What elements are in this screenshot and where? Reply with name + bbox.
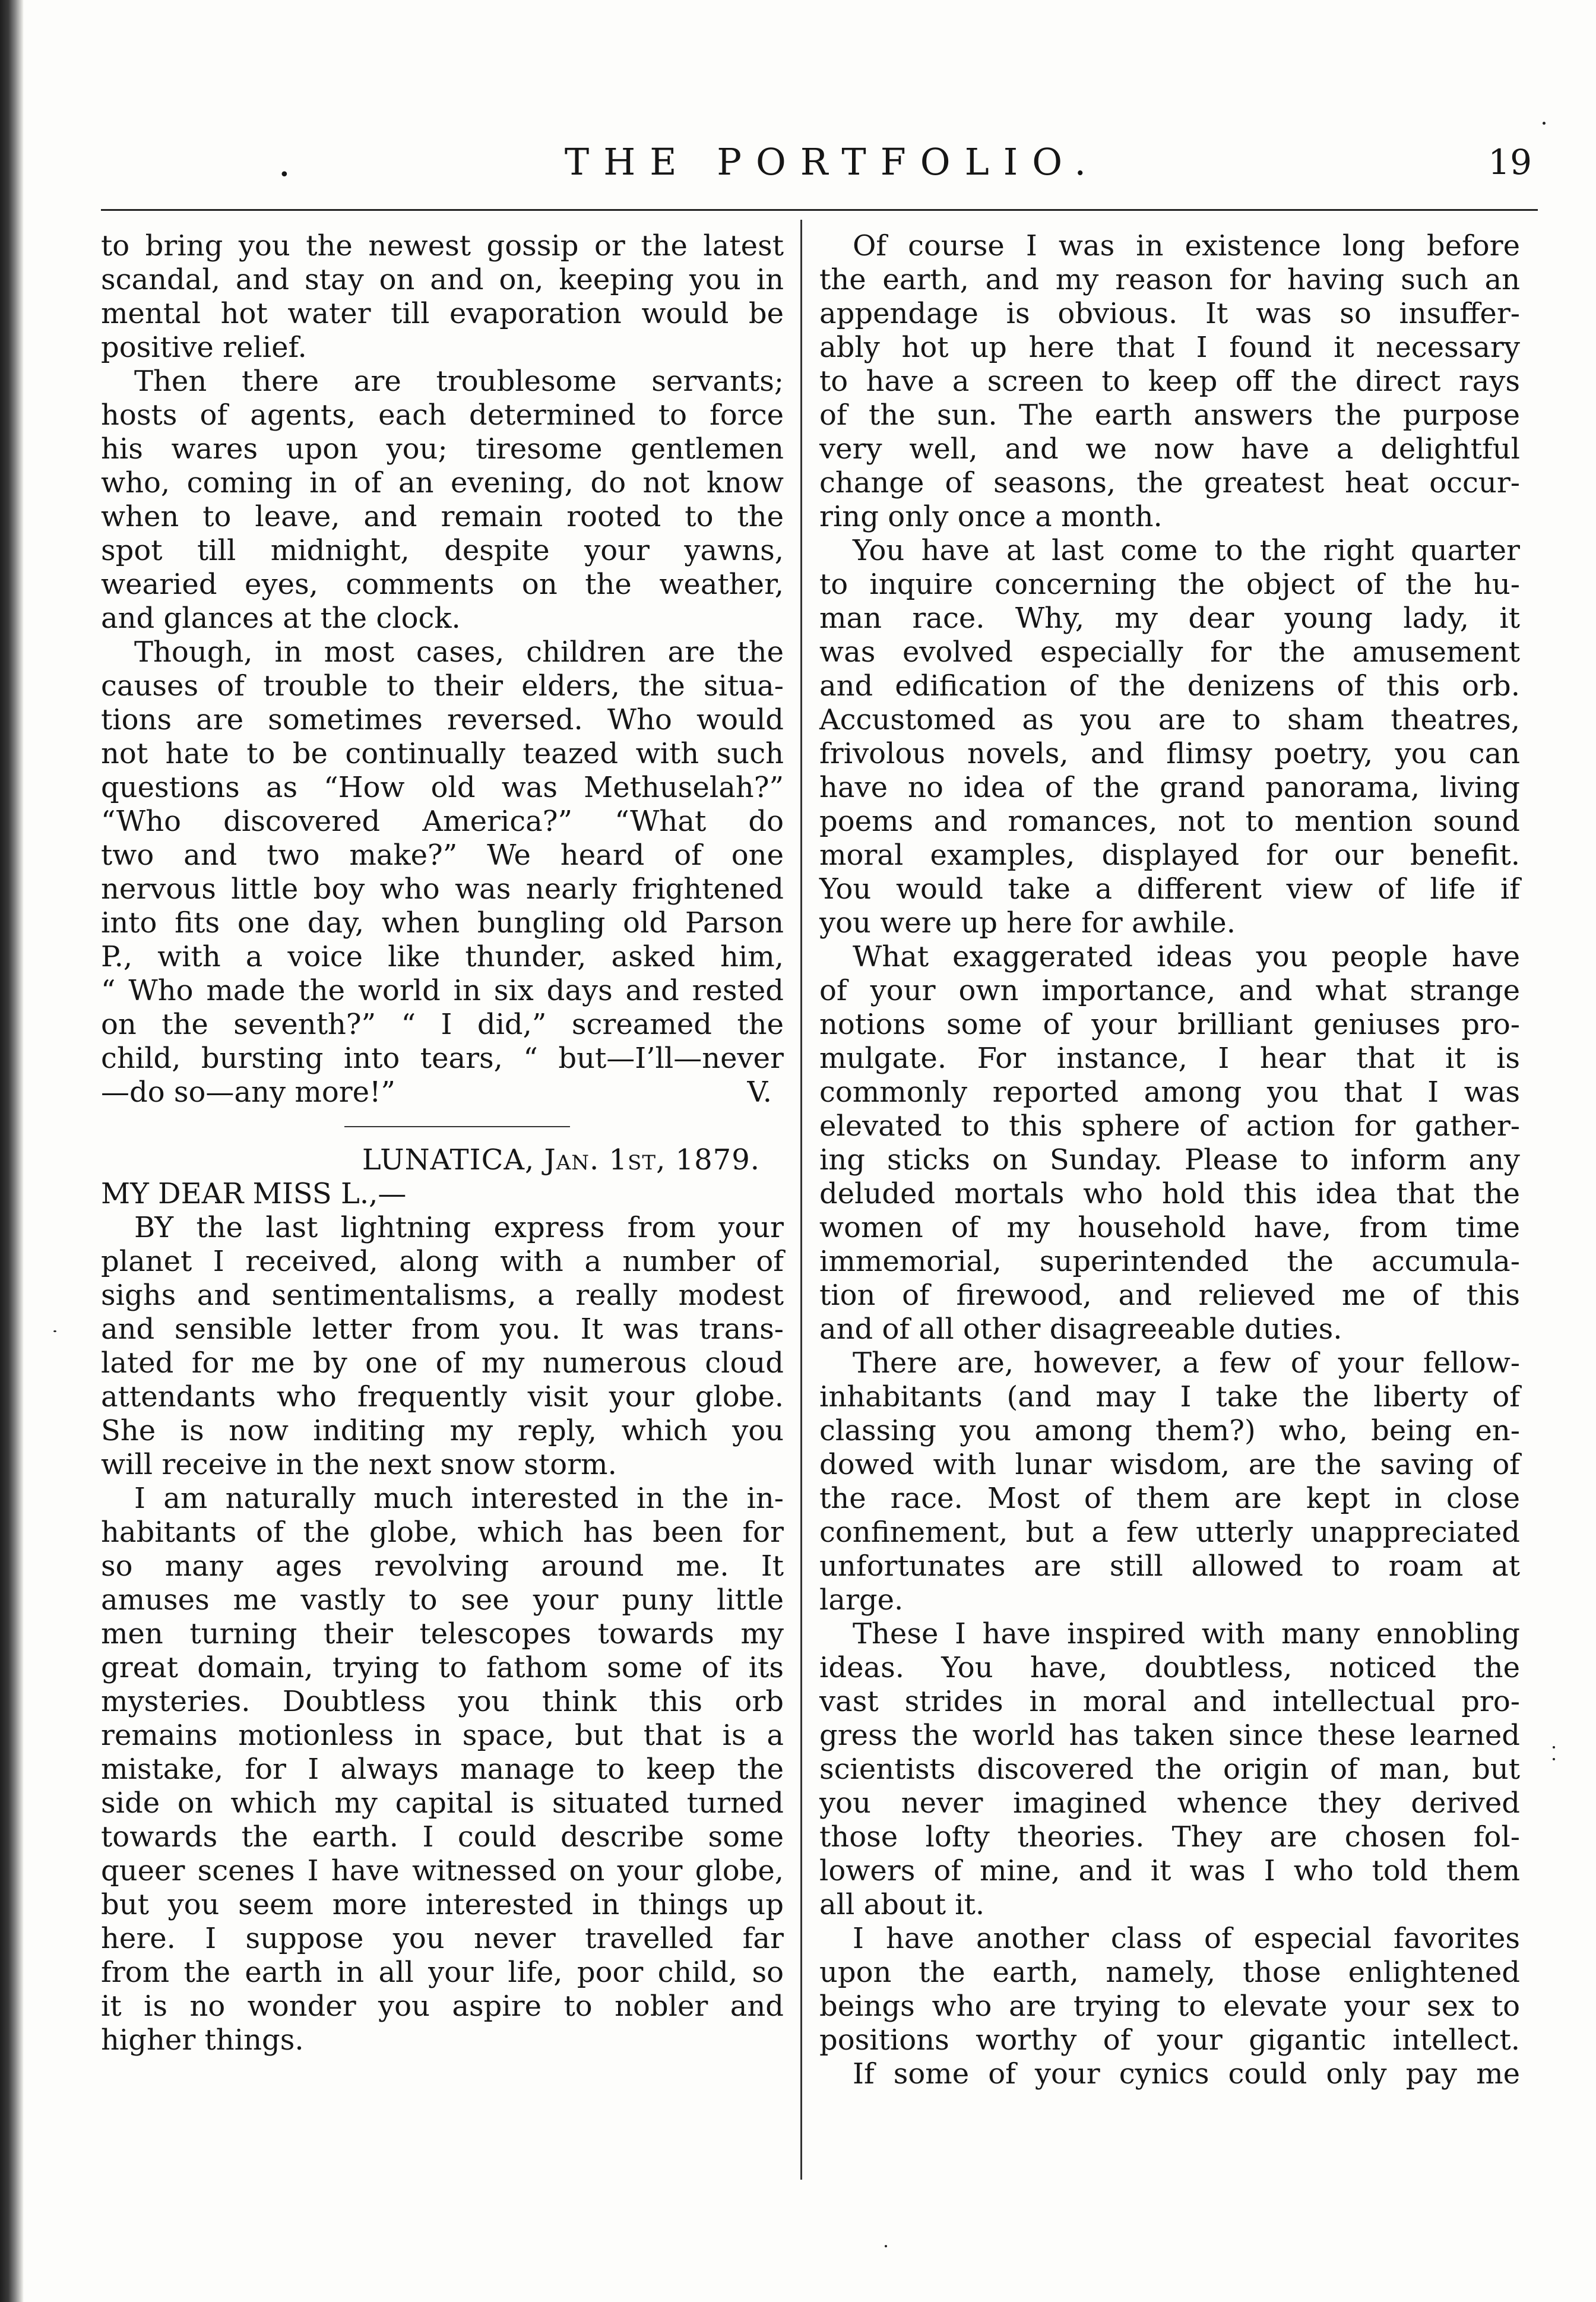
- text-line: and edification of the denizens of this orb.: [819, 669, 1520, 703]
- text-line: —do so—any more!”: [101, 1076, 395, 1109]
- text-line: mysteries. Doubtless you think this orb: [101, 1685, 784, 1718]
- text-line: lowers of mine, and it was I who told them: [819, 1854, 1520, 1887]
- header-mark: •: [279, 165, 290, 185]
- text-line: dowed with lunar wisdom, are the saving of: [819, 1448, 1520, 1481]
- text-line: BY the last lightning express from your: [134, 1211, 784, 1244]
- text-line: two and two make?” We heard of one: [101, 839, 784, 872]
- text-line: positions worthy of your gigantic intellect.: [819, 2023, 1520, 2057]
- text-line: ideas. You have, doubtless, noticed the: [819, 1651, 1520, 1684]
- text-line: was evolved especially for the amusement: [819, 635, 1520, 669]
- print-speck: [885, 2245, 887, 2247]
- text-line: poems and romances, not to mention sound: [819, 805, 1520, 838]
- text-line: of your own importance, and what strange: [819, 974, 1520, 1007]
- text-line: classing you among them?) who, being en-: [819, 1414, 1520, 1447]
- text-line: Then there are troublesome servants;: [134, 365, 784, 398]
- text-line: positive relief.: [101, 331, 307, 364]
- column-divider: [800, 220, 802, 2180]
- text-line: What exaggerated ideas you people have: [853, 940, 1520, 973]
- text-line: women of my household have, from time: [819, 1211, 1520, 1244]
- text-line: lated for me by one of my numerous cloud: [101, 1346, 784, 1380]
- text-line: causes of trouble to their elders, the situa-: [101, 669, 784, 703]
- text-line: If some of your cynics could only pay me: [853, 2057, 1520, 2091]
- page-number: 19: [1488, 142, 1532, 182]
- text-line: commonly reported among you that I was: [819, 1076, 1520, 1109]
- print-speck: [1543, 122, 1546, 125]
- text-line: tions are sometimes reversed. Who would: [101, 703, 784, 736]
- text-line: on the seventh?” “ I did,” screamed the: [101, 1008, 784, 1041]
- text-line: very well, and we now have a delightful: [819, 432, 1520, 466]
- text-line: These I have inspired with many ennobling: [853, 1617, 1520, 1650]
- text-line: large.: [819, 1583, 904, 1617]
- text-line: queer scenes I have witnessed on your globe,: [101, 1854, 784, 1887]
- text-line: Of course I was in existence long before: [853, 229, 1520, 263]
- signature-line: [101, 1076, 784, 1109]
- text-line: deluded mortals who hold this idea that the: [819, 1177, 1520, 1210]
- text-line: scientists discovered the origin of man, but: [819, 1753, 1520, 1786]
- text-line: will receive in the next snow storm.: [101, 1448, 617, 1481]
- text-line: mental hot water till evaporation would be: [101, 297, 784, 330]
- text-line: when to leave, and remain rooted to the: [101, 500, 784, 533]
- text-line: scandal, and stay on and on, keeping you in: [101, 263, 784, 296]
- text-line: sighs and sentimentalisms, a really modest: [101, 1279, 784, 1312]
- text-line: gress the world has taken since these learned: [819, 1719, 1520, 1752]
- text-line: confinement, but a few utterly unappreciated: [819, 1516, 1520, 1549]
- text-line: hosts of agents, each determined to force: [101, 399, 784, 432]
- text-line: nervous little boy who was nearly frightened: [101, 872, 784, 906]
- text-line: I am naturally much interested in the in-: [134, 1482, 784, 1515]
- print-speck: [1553, 1758, 1555, 1760]
- text-line: those lofty theories. They are chosen fol-: [819, 1820, 1520, 1854]
- text-line: spot till midnight, despite your yawns,: [101, 534, 784, 567]
- text-line: amuses me vastly to see your puny little: [101, 1583, 784, 1617]
- text-line: the earth, and my reason for having such an: [819, 263, 1520, 296]
- text-line: have no idea of the grand panorama, living: [819, 771, 1520, 804]
- text-line: “Who discovered America?” “What do: [101, 805, 784, 838]
- text-line: you never imagined whence they derived: [819, 1786, 1520, 1820]
- text-line: You have at last come to the right quarter: [853, 534, 1520, 567]
- text-line: of the sun. The earth answers the purpose: [819, 399, 1520, 432]
- letter-dateline: LUNATICA, Jan. 1st, 1879.: [362, 1143, 760, 1177]
- text-line: man race. Why, my dear young lady, it: [819, 602, 1520, 635]
- text-line: but you seem more interested in things up: [101, 1888, 784, 1921]
- text-line: I have another class of especial favorites: [853, 1922, 1520, 1955]
- text-line: not hate to be continually teazed with such: [101, 737, 784, 770]
- text-line: P., with a voice like thunder, asked him,: [101, 940, 784, 973]
- page-title: THE PORTFOLIO.: [564, 140, 1101, 184]
- text-line: here. I suppose you never travelled far: [101, 1922, 784, 1955]
- text-line: wearied eyes, comments on the weather,: [101, 568, 784, 601]
- text-line: remains motionless in space, but that is a: [101, 1719, 784, 1752]
- text-line: men turning their telescopes towards my: [101, 1617, 784, 1650]
- text-line: and of all other disagreeable duties.: [819, 1313, 1342, 1346]
- text-line: inhabitants (and may I take the liberty of: [819, 1380, 1520, 1414]
- text-line: ring only once a month.: [819, 500, 1163, 533]
- text-line: side on which my capital is situated turned: [101, 1786, 784, 1820]
- text-line: questions as “How old was Methuselah?”: [101, 771, 784, 804]
- text-line: ably hot up here that I found it necessary: [819, 331, 1520, 364]
- page-header: [107, 125, 1544, 190]
- text-line: great domain, trying to fathom some of its: [101, 1651, 784, 1684]
- text-line: habitants of the globe, which has been for: [101, 1516, 784, 1549]
- text-line: mulgate. For instance, I hear that it is: [819, 1042, 1520, 1075]
- text-line: all about it.: [819, 1888, 985, 1921]
- text-line: who, coming in of an evening, do not know: [101, 466, 784, 499]
- text-line: moral examples, displayed for our benefit.: [819, 839, 1520, 872]
- text-line: appendage is obvious. It was so insuffer-: [819, 297, 1520, 330]
- section-separator: [101, 1109, 784, 1143]
- right-column: [819, 229, 1520, 2091]
- text-line: and sensible letter from you. It was trans-: [101, 1313, 784, 1346]
- text-line: vast strides in moral and intellectual pro-: [819, 1685, 1520, 1718]
- text-line: tion of firewood, and relieved me of this: [819, 1279, 1520, 1312]
- text-line: frivolous novels, and flimsy poetry, you can: [819, 737, 1520, 770]
- text-line: She is now inditing my reply, which you: [101, 1414, 784, 1447]
- text-line: to bring you the newest gossip or the latest: [101, 229, 784, 263]
- text-line: immemorial, superintended the accumula-: [819, 1245, 1520, 1278]
- text-line: to have a screen to keep off the direct rays: [819, 365, 1520, 398]
- left-column: [101, 229, 784, 2057]
- print-speck: [53, 1330, 56, 1332]
- text-line: Accustomed as you are to sham theatres,: [819, 703, 1520, 736]
- text-line: child, bursting into tears, “ but—I’ll—never: [101, 1042, 784, 1075]
- text-line: you were up here for awhile.: [819, 906, 1236, 940]
- text-line: planet I received, along with a number of: [101, 1245, 784, 1278]
- text-line: attendants who frequently visit your globe.: [101, 1380, 784, 1414]
- text-line: You would take a different view of life if: [819, 872, 1520, 906]
- text-line: his wares upon you; tiresome gentlemen: [101, 432, 784, 466]
- text-line: There are, however, a few of your fellow-: [853, 1346, 1520, 1380]
- text-line: mistake, for I always manage to keep the: [101, 1753, 784, 1786]
- print-speck: [1553, 1746, 1555, 1748]
- text-line: and glances at the clock.: [101, 602, 461, 635]
- header-rule: [101, 209, 1538, 211]
- text-line: upon the earth, namely, those enlightened: [819, 1956, 1520, 1989]
- text-line: from the earth in all your life, poor child, so: [101, 1956, 784, 1989]
- text-line: elevated to this sphere of action for gather-: [819, 1109, 1520, 1143]
- text-line: to inquire concerning the object of the hu-: [819, 568, 1520, 601]
- text-line: higher things.: [101, 2023, 304, 2057]
- text-line: change of seasons, the greatest heat occur-: [819, 466, 1520, 499]
- text-line: ing sticks on Sunday. Please to inform any: [819, 1143, 1520, 1177]
- text-line: Though, in most cases, children are the: [134, 635, 784, 669]
- text-line: so many ages revolving around me. It: [101, 1550, 784, 1583]
- letter-salutation: MY DEAR MISS L.,—: [101, 1177, 407, 1210]
- text-line: it is no wonder you aspire to nobler and: [101, 1990, 784, 2023]
- page-binding-edge: [0, 0, 24, 2302]
- text-line: unfortunates are still allowed to roam at: [819, 1550, 1520, 1583]
- text-line: “ Who made the world in six days and rested: [101, 974, 784, 1007]
- signature: V.: [747, 1076, 772, 1109]
- text-line: the race. Most of them are kept in close: [819, 1482, 1520, 1515]
- text-line: towards the earth. I could describe some: [101, 1820, 784, 1854]
- text-line: into fits one day, when bungling old Parson: [101, 906, 784, 940]
- text-line: notions some of your brilliant geniuses pro-: [819, 1008, 1520, 1041]
- text-line: beings who are trying to elevate your sex to: [819, 1990, 1520, 2023]
